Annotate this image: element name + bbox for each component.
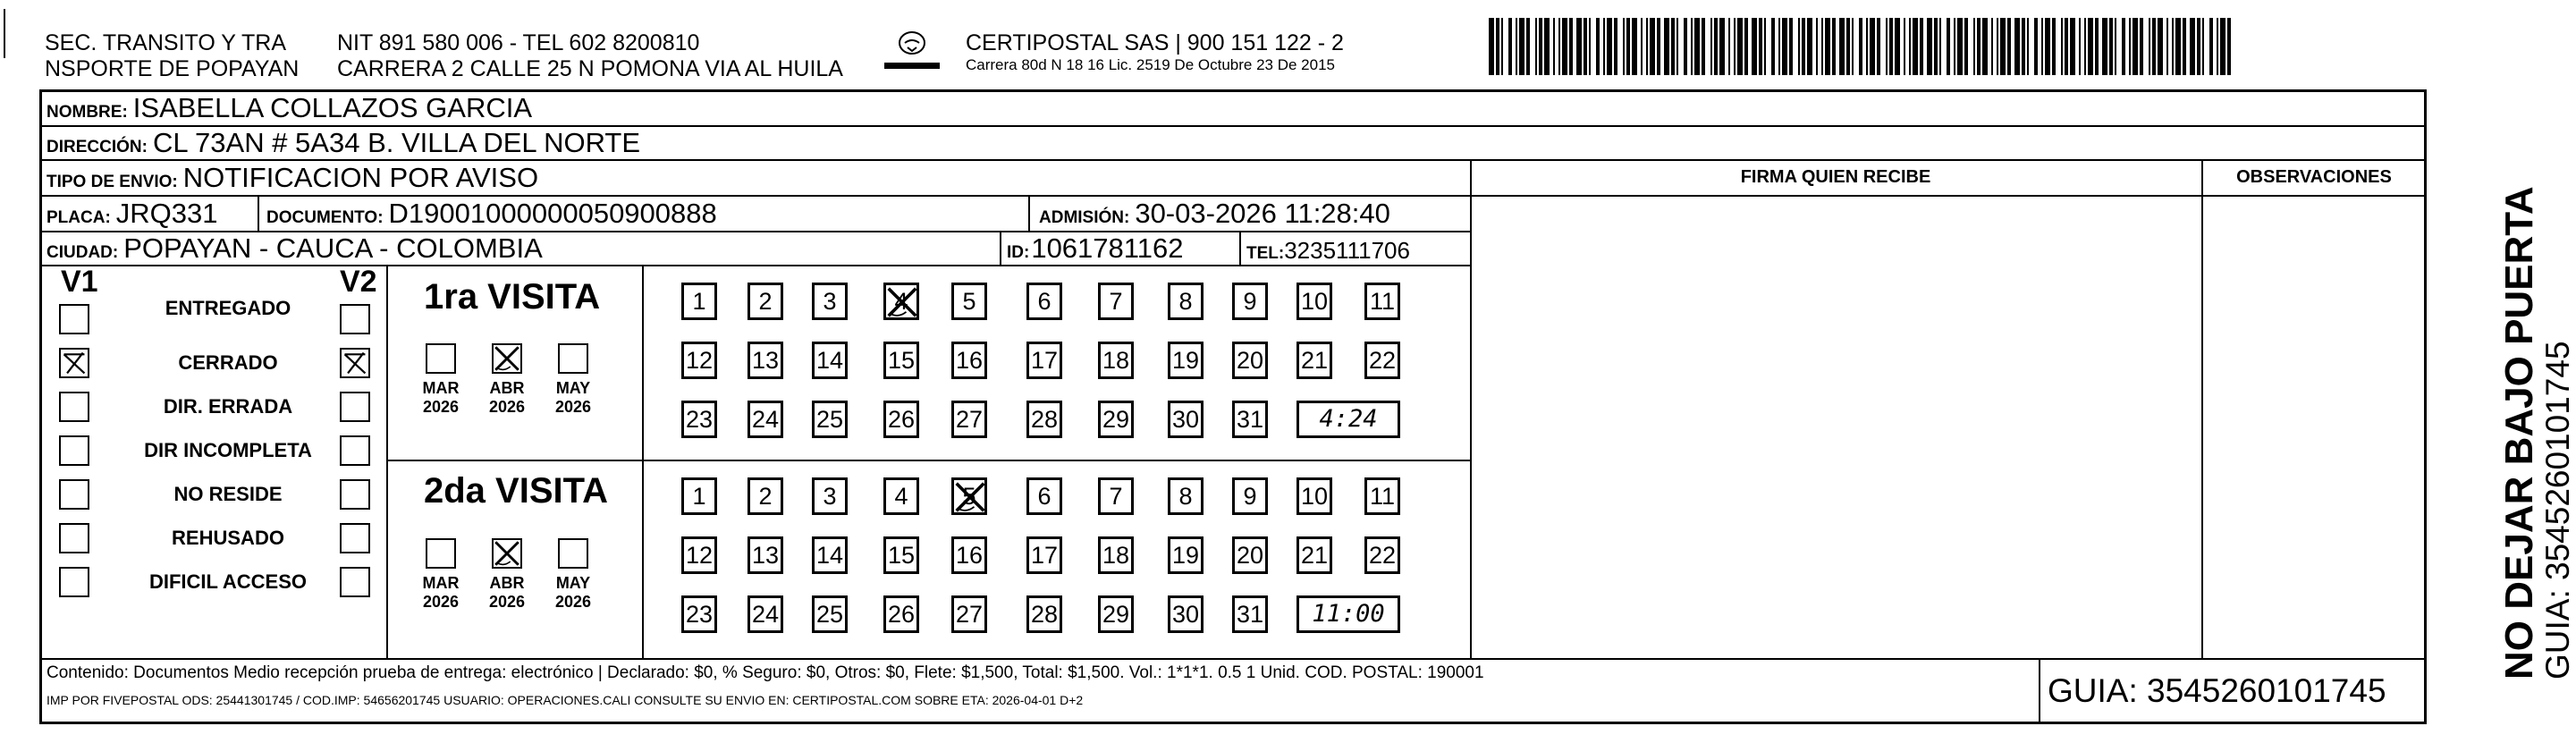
visit1-day-box[interactable]: 18 [1098,342,1134,379]
visit2-month-label: MAY 2026 [554,574,592,611]
v2-label: V2 [340,265,377,299]
visit1-day-box[interactable]: 23 [681,401,717,438]
visit2-day-box[interactable]: 31 [1232,595,1268,633]
nombre-value: ISABELLA COLLAZOS GARCIA [132,92,533,123]
visit2-day-box[interactable]: 2 [747,477,783,515]
visit1-day-box[interactable]: 24 [747,401,783,438]
side-line-1: NO DEJAR BAJO PUERTA [2497,186,2541,680]
visit1-day-box[interactable]: 15 [883,342,919,379]
visit1-day-box[interactable]: 6 [1026,283,1062,320]
nombre-field [46,92,532,129]
visit1-day-box[interactable]: 5 [951,283,987,320]
visit1-day-box[interactable]: 4 [883,283,919,320]
v2-checkbox[interactable] [340,348,370,378]
v2-checkbox[interactable] [340,304,370,334]
visit1-month-checkbox[interactable] [426,343,456,374]
col-line-firma [1470,159,1472,658]
visit1-day-box[interactable]: 28 [1026,401,1062,438]
v1-checkbox[interactable] [59,567,89,597]
visit1-month-label: ABR 2026 [488,379,526,416]
left-edge-line [4,9,5,58]
carrier-line-2: Carrera 80d N 18 16 Lic. 2519 De Octubre 23 De 2015 [966,56,1335,73]
visit2-day-box[interactable]: 24 [747,595,783,633]
direccion-value: CL 73AN # 5A34 B. VILLA DEL NORTE [152,127,641,158]
admision-label: ADMISIÓN: [1039,208,1130,227]
visit2-day-box[interactable]: 11 [1364,477,1400,515]
visit2-day-box[interactable]: 18 [1098,536,1134,574]
v1-checkbox[interactable] [59,435,89,466]
visit2-day-box[interactable]: 12 [681,536,717,574]
observaciones-header: OBSERVACIONES [2236,167,2392,187]
sep-guia [2039,658,2040,724]
ciudad-value: POPAYAN - CAUCA - COLOMBIA [123,232,543,264]
tel-field [1246,234,1410,270]
visit2-day-box[interactable]: 27 [951,595,987,633]
visit1-day-box[interactable]: 21 [1296,342,1332,379]
status-label: DIFICIL ACCESO [148,570,307,593]
visit1-day-box[interactable]: 2 [747,283,783,320]
visit1-day-box[interactable]: 11 [1364,283,1400,320]
admision-value: 30-03-2026 11:28:40 [1135,198,1390,229]
visit2-day-box[interactable]: 1 [681,477,717,515]
visit2-month-checkbox[interactable] [558,538,588,569]
visit2-day-box[interactable]: 20 [1232,536,1268,574]
visit1-day-box[interactable]: 26 [883,401,919,438]
visit1-day-box[interactable]: 30 [1168,401,1204,438]
visit2-day-box[interactable]: 16 [951,536,987,574]
visit1-time-box[interactable]: 4:24 [1296,401,1400,438]
id-field [1007,232,1183,269]
visit2-day-box[interactable]: 15 [883,536,919,574]
barcode [1489,18,2240,75]
v2-checkbox[interactable] [340,479,370,510]
nombre-label: NOMBRE: [46,103,128,122]
visit2-day-box[interactable]: 7 [1098,477,1134,515]
visit1-day-box[interactable]: 7 [1098,283,1134,320]
ciudad-label: CIUDAD: [46,243,119,262]
visit2-day-box[interactable]: 19 [1168,536,1204,574]
visit1-day-box[interactable]: 25 [812,401,848,438]
sender-line-2: NSPORTE DE POPAYAN [45,56,300,81]
placa-value: JRQ331 [115,198,218,229]
visit2-day-box[interactable]: 29 [1098,595,1134,633]
sep-placa [258,195,259,231]
placa-field [46,198,218,234]
visit2-month-label: MAR 2026 [422,574,460,611]
visit2-day-box[interactable]: 5 [951,477,987,515]
visit2-day-box[interactable]: 28 [1026,595,1062,633]
visit2-time-box[interactable]: 11:00 [1296,595,1400,633]
imp-text: IMP POR FIVEPOSTAL ODS: 25441301745 / COD.IMP: 54656201745 USUARIO: OPERACIONES.CALI CONSULTE SU ENVIO EN: CERTIPOSTAL.COM SOBRE ETA: 2026-04-01 D+2 [46,693,1084,707]
status-label: NO RESIDE [173,483,283,505]
visit2-day-box[interactable]: 25 [812,595,848,633]
visit1-day-box[interactable]: 17 [1026,342,1062,379]
v1-checkbox[interactable] [59,523,89,553]
status-label: CERRADO [178,351,278,374]
visit2-day-box[interactable]: 9 [1232,477,1268,515]
sep-admision [1028,195,1030,231]
tipo-field [46,162,538,198]
visit1-day-box[interactable]: 12 [681,342,717,379]
side-text [2499,186,2576,680]
status-label: DIR. ERRADA [163,395,293,418]
v1-checkbox[interactable] [59,392,89,422]
visit2-day-box[interactable]: 6 [1026,477,1062,515]
sep-visit-rows [386,460,1470,461]
tel-label: TEL: [1246,244,1285,263]
visit1-title: 1ra VISITA [424,277,601,317]
visit2-month-checkbox[interactable] [426,538,456,569]
visit2-day-box[interactable]: 17 [1026,536,1062,574]
visit1-month-label: MAR 2026 [422,379,460,416]
direccion-label: DIRECCIÓN: [46,138,148,156]
visit2-day-box[interactable]: 8 [1168,477,1204,515]
carrier-line-1: CERTIPOSTAL SAS | 900 151 122 - 2 [966,30,1344,55]
visit1-day-box[interactable]: 27 [951,401,987,438]
v1-label: V1 [61,265,98,299]
visit2-title: 2da VISITA [424,471,608,511]
id-value: 1061781162 [1031,232,1184,264]
sender-line-1: SEC. TRANSITO Y TRA [45,30,286,55]
sep-status [386,265,388,658]
col-line-obs [2201,159,2203,658]
visit1-month-label: MAY 2026 [554,379,592,416]
visit2-month-checkbox[interactable] [492,538,522,569]
address-block [337,30,843,82]
visit1-day-box[interactable]: 20 [1232,342,1268,379]
visit1-day-box[interactable]: 3 [812,283,848,320]
visit2-day-box[interactable]: 4 [883,477,919,515]
visit1-month-checkbox[interactable] [492,343,522,374]
side-line-2: GUIA: 3545260101745 [2539,341,2576,680]
visit1-day-box[interactable]: 31 [1232,401,1268,438]
v2-checkbox[interactable] [340,567,370,597]
status-label: DIR INCOMPLETA [144,439,312,461]
footer-guia: GUIA: 3545260101745 [2048,672,2386,709]
firma-header: FIRMA QUIEN RECIBE [1740,167,1931,187]
visit2-day-box[interactable]: 23 [681,595,717,633]
col-head-underline [1470,195,2427,197]
sep-tel [1239,231,1241,265]
status-label: ENTREGADO [165,297,291,319]
tel-value: 3235111706 [1284,237,1410,264]
id-label: ID: [1007,243,1030,262]
admision-field [1039,198,1390,234]
visit1-day-box[interactable]: 1 [681,283,717,320]
visit2-day-box[interactable]: 22 [1364,536,1400,574]
direccion-field [46,127,640,164]
sep-id [1000,231,1001,265]
visit1-day-box[interactable]: 13 [747,342,783,379]
visit2-day-box[interactable]: 26 [883,595,919,633]
documento-value: D19001000000050900888 [388,198,717,229]
visit1-day-box[interactable]: 10 [1296,283,1332,320]
sender-block [45,30,299,82]
status-label: REHUSADO [172,527,284,549]
visit2-day-box[interactable]: 30 [1168,595,1204,633]
visit1-day-box[interactable]: 16 [951,342,987,379]
certipostal-logo [881,27,943,77]
v2-checkbox[interactable] [340,392,370,422]
documento-field [266,198,717,234]
address-line: CARRERA 2 CALLE 25 N POMONA VIA AL HUILA [337,56,843,81]
tipo-value: NOTIFICACION POR AVISO [182,162,539,193]
visit1-day-box[interactable]: 8 [1168,283,1204,320]
v2-checkbox[interactable] [340,435,370,466]
carrier-block [966,30,1344,74]
ciudad-field [46,232,543,269]
visit2-day-box[interactable]: 3 [812,477,848,515]
visit2-day-box[interactable]: 14 [812,536,848,574]
nit-line: NIT 891 580 006 - TEL 602 8200810 [337,30,700,55]
v2-checkbox[interactable] [340,523,370,553]
visit2-day-box[interactable]: 21 [1296,536,1332,574]
visit1-day-box[interactable]: 29 [1098,401,1134,438]
documento-label: DOCUMENTO: [266,208,384,227]
v1-checkbox[interactable] [59,304,89,334]
visit1-day-box[interactable]: 14 [812,342,848,379]
visit1-day-box[interactable]: 19 [1168,342,1204,379]
v1-checkbox[interactable] [59,479,89,510]
contenido-text: Contenido: Documentos Medio recepción prueba de entrega: electrónico | Declarado: $0, % Seguro: $0, Otros: $0, Flete: $1,500, Total: $1,500. Vol.: 1*1*1. 0.5 1 Unid. COD. POSTAL: 190001 [46,663,1484,682]
visit1-month-checkbox[interactable] [558,343,588,374]
sep-visit [642,265,644,658]
visit2-day-box[interactable]: 10 [1296,477,1332,515]
visit2-month-label: ABR 2026 [488,574,526,611]
visit1-day-box[interactable]: 22 [1364,342,1400,379]
placa-label: PLACA: [46,208,111,227]
row-line-6 [39,658,2427,660]
visit1-day-box[interactable]: 9 [1232,283,1268,320]
visit2-day-box[interactable]: 13 [747,536,783,574]
tipo-label: TIPO DE ENVIO: [46,173,178,191]
v1-checkbox[interactable] [59,348,89,378]
